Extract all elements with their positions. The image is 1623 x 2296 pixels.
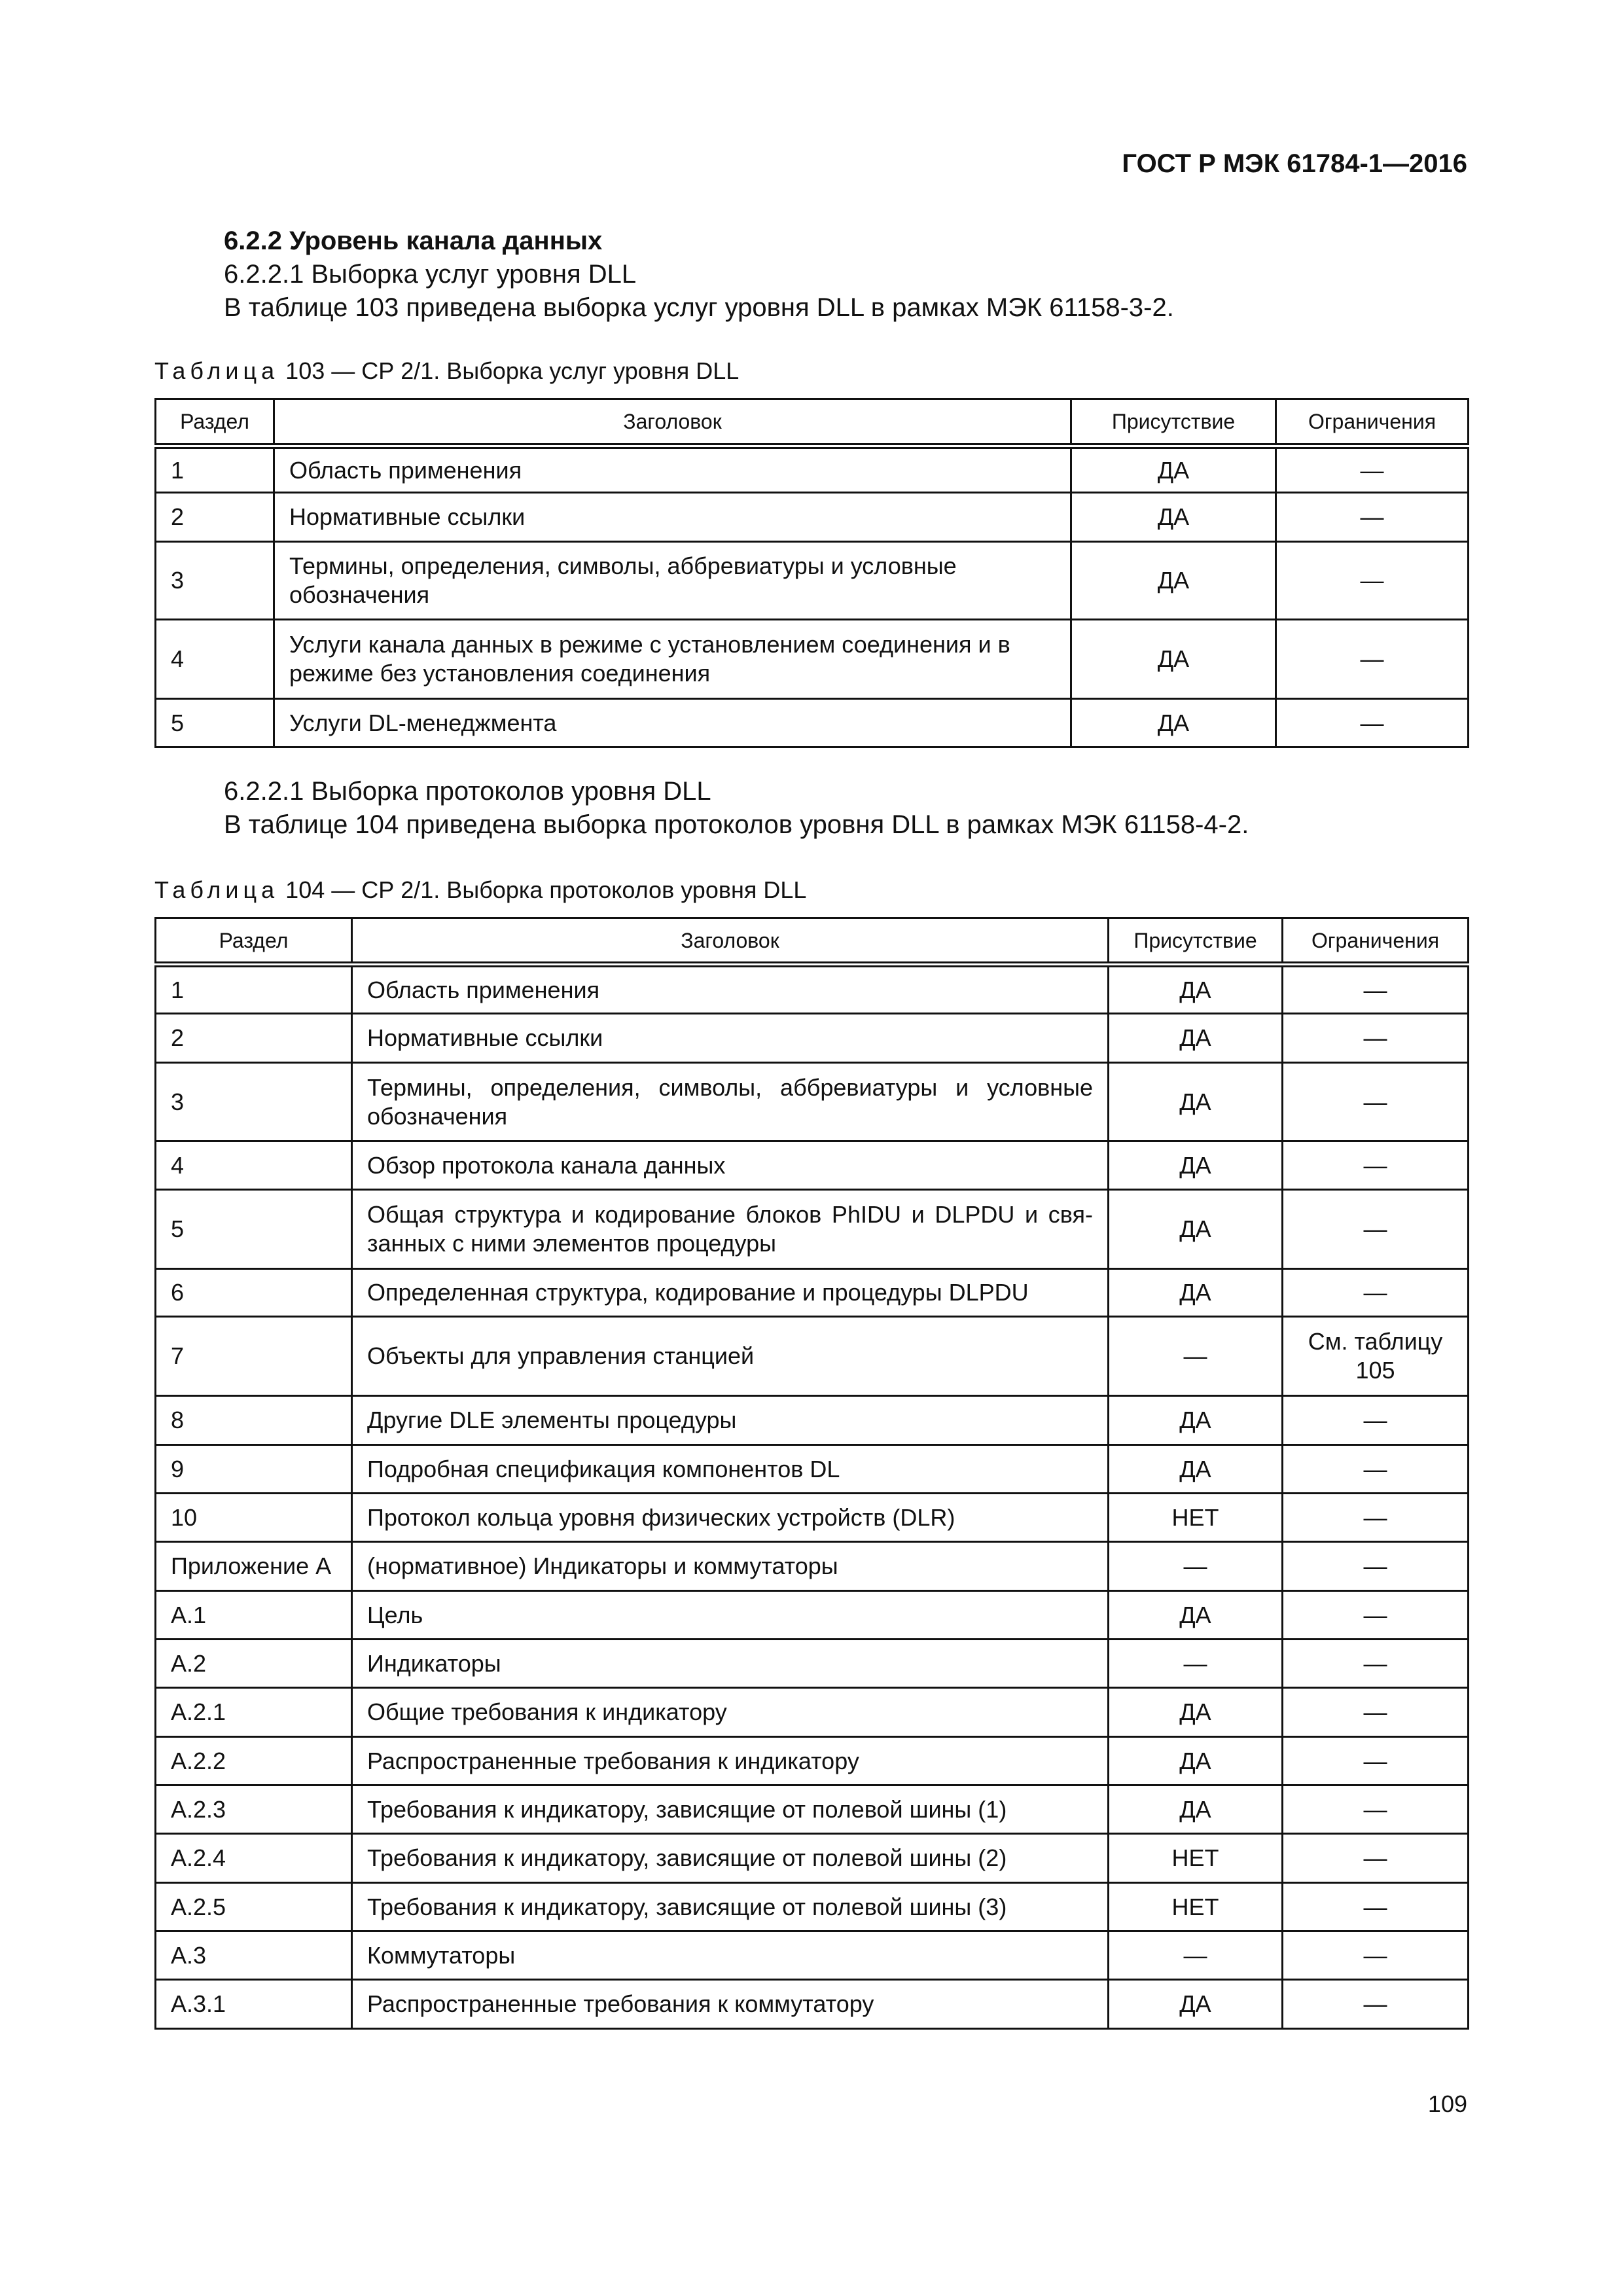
cell-presence: ДА	[1109, 965, 1283, 1014]
table-row	[156, 1688, 1469, 1737]
cell-restrictions: —	[1283, 1396, 1469, 1445]
table-row	[156, 1542, 1469, 1591]
cell-section: 2	[156, 493, 274, 542]
cell-title: Распространенные требования к индикатору	[352, 1737, 1109, 1785]
cell-section: 7	[156, 1317, 352, 1396]
cell-presence: ДА	[1071, 699, 1276, 747]
cell-restrictions: —	[1276, 493, 1469, 542]
cell-presence: ДА	[1109, 1785, 1283, 1834]
cell-presence: ДА	[1109, 1269, 1283, 1317]
cell-title: Услуги канала данных в режиме с установлением соединения и в режиме без установления соединения	[274, 620, 1071, 699]
header-cell-restrictions: Ограничения	[1283, 918, 1469, 965]
table-row	[156, 1883, 1469, 1931]
cell-title: Протокол кольца уровня физических устройств (DLR)	[352, 1494, 1109, 1542]
cell-restrictions: —	[1283, 1931, 1469, 1980]
cell-title: Общие требования к индикатору	[352, 1688, 1109, 1737]
cell-section: А.2	[156, 1640, 352, 1688]
cell-section: 1	[156, 446, 274, 493]
cell-restrictions: —	[1283, 1591, 1469, 1640]
cell-restrictions: —	[1283, 1640, 1469, 1688]
cell-title: Объекты для управления станцией	[352, 1317, 1109, 1396]
cell-section: 3	[156, 1063, 352, 1141]
cell-restrictions: См. таблицу 105	[1283, 1317, 1469, 1396]
table-row	[156, 1591, 1469, 1640]
cell-restrictions: —	[1283, 1269, 1469, 1317]
cell-section: А.2.5	[156, 1883, 352, 1931]
cell-restrictions: —	[1276, 542, 1469, 620]
cell-restrictions: —	[1283, 1688, 1469, 1737]
caption-text: 103 — СР 2/1. Выборка услуг уровня DLL	[285, 357, 740, 384]
table-header-row	[156, 918, 1469, 965]
cell-restrictions: —	[1276, 620, 1469, 699]
table-header-row	[156, 399, 1469, 446]
table-row	[156, 965, 1469, 1014]
table-103	[154, 398, 1469, 748]
cell-title: Услуги DL-менеджмента	[274, 699, 1071, 747]
cell-title: Нормативные ссылки	[352, 1014, 1109, 1063]
table-104-caption	[154, 876, 806, 905]
table-row	[156, 1834, 1469, 1883]
caption-text: 104 — СР 2/1. Выборка протоколов уровня DLL	[285, 876, 807, 903]
cell-restrictions: —	[1283, 1494, 1469, 1542]
section-paragraph: В таблице 103 приведена выборка услуг уровня DLL в рамках МЭК 61158-3-2.	[224, 293, 1174, 322]
cell-presence: —	[1109, 1542, 1283, 1591]
table-row	[156, 1640, 1469, 1688]
cell-section: 5	[156, 699, 274, 747]
cell-restrictions: —	[1283, 1141, 1469, 1190]
section-paragraph: В таблице 104 приведена выборка протоколов уровня DLL в рамках МЭК 61158-4-2.	[224, 810, 1249, 839]
cell-presence: ДА	[1109, 1063, 1283, 1141]
cell-section: 4	[156, 1141, 352, 1190]
caption-word: Таблица	[154, 357, 279, 384]
cell-title: Общая структура и кодирование блоков PhIDU и DLPDU и свя-занных с ними элементов процедуры	[352, 1190, 1109, 1269]
cell-title: Обзор протокола канала данных	[352, 1141, 1109, 1190]
cell-presence: ДА	[1109, 1014, 1283, 1063]
cell-restrictions: —	[1283, 1542, 1469, 1591]
header-cell-section: Раздел	[156, 918, 352, 965]
cell-title: Распространенные требования к коммутатору	[352, 1980, 1109, 2029]
header-cell-presence: Присутствие	[1109, 918, 1283, 965]
cell-title: Индикаторы	[352, 1640, 1109, 1688]
cell-restrictions: —	[1283, 1190, 1469, 1269]
section-heading: 6.2.2 Уровень канала данных	[224, 226, 603, 255]
cell-section: 3	[156, 542, 274, 620]
cell-title: Цель	[352, 1591, 1109, 1640]
cell-section: 10	[156, 1494, 352, 1542]
cell-restrictions: —	[1283, 1737, 1469, 1785]
cell-section: А.3.1	[156, 1980, 352, 2029]
table-row	[156, 1785, 1469, 1834]
cell-restrictions: —	[1276, 446, 1469, 493]
cell-restrictions: —	[1283, 1785, 1469, 1834]
cell-presence: ДА	[1071, 542, 1276, 620]
cell-presence: ДА	[1109, 1445, 1283, 1494]
cell-presence: ДА	[1071, 620, 1276, 699]
table-row	[156, 1980, 1469, 2029]
cell-section: 9	[156, 1445, 352, 1494]
header-cell-title: Заголовок	[352, 918, 1109, 965]
cell-title: Определенная структура, кодирование и процедуры DLPDU	[352, 1269, 1109, 1317]
cell-presence: НЕТ	[1109, 1883, 1283, 1931]
header-cell-section: Раздел	[156, 399, 274, 446]
cell-presence: ДА	[1109, 1396, 1283, 1445]
cell-section: 4	[156, 620, 274, 699]
cell-restrictions: —	[1276, 699, 1469, 747]
table-row	[156, 1141, 1469, 1190]
cell-restrictions: —	[1283, 1980, 1469, 2029]
cell-restrictions: —	[1283, 1834, 1469, 1883]
cell-section: 1	[156, 965, 352, 1014]
section-protocols	[154, 775, 1467, 842]
cell-presence: ДА	[1071, 446, 1276, 493]
cell-presence: ДА	[1109, 1688, 1283, 1737]
cell-title: Требования к индикатору, зависящие от полевой шины (2)	[352, 1834, 1109, 1883]
cell-restrictions: —	[1283, 1014, 1469, 1063]
header-cell-presence: Присутствие	[1071, 399, 1276, 446]
cell-title: Нормативные ссылки	[274, 493, 1071, 542]
cell-restrictions: —	[1283, 1063, 1469, 1141]
table-103-caption	[154, 357, 739, 386]
table-row	[156, 1190, 1469, 1269]
cell-restrictions: —	[1283, 1445, 1469, 1494]
table-row	[156, 1396, 1469, 1445]
cell-section: А.2.2	[156, 1737, 352, 1785]
cell-section: А.1	[156, 1591, 352, 1640]
table-row	[156, 1737, 1469, 1785]
cell-presence: —	[1109, 1931, 1283, 1980]
subsection-heading: 6.2.2.1 Выборка услуг уровня DLL	[224, 260, 637, 289]
page-number: 109	[1427, 2090, 1467, 2117]
cell-section: 8	[156, 1396, 352, 1445]
cell-title: Область применения	[352, 965, 1109, 1014]
cell-title: Коммутаторы	[352, 1931, 1109, 1980]
document-header: ГОСТ Р МЭК 61784-1—2016	[1122, 149, 1467, 178]
cell-title: Подробная спецификация компонентов DL	[352, 1445, 1109, 1494]
table-row	[156, 493, 1469, 542]
cell-presence: —	[1109, 1317, 1283, 1396]
subsection-heading: 6.2.2.1 Выборка протоколов уровня DLL	[224, 777, 711, 806]
table-row	[156, 542, 1469, 620]
cell-section: А.2.4	[156, 1834, 352, 1883]
cell-section: Приложение А	[156, 1542, 352, 1591]
cell-section: А.3	[156, 1931, 352, 1980]
cell-title: Термины, определения, символы, аббревиатуры и условные обозначения	[352, 1063, 1109, 1141]
cell-restrictions: —	[1283, 965, 1469, 1014]
cell-section: 2	[156, 1014, 352, 1063]
table-row	[156, 1269, 1469, 1317]
cell-title: (нормативное) Индикаторы и коммутаторы	[352, 1542, 1109, 1591]
table-row	[156, 620, 1469, 699]
cell-presence: ДА	[1109, 1737, 1283, 1785]
cell-presence: ДА	[1109, 1980, 1283, 2029]
cell-title: Требования к индикатору, зависящие от полевой шины (1)	[352, 1785, 1109, 1834]
table-row	[156, 1445, 1469, 1494]
cell-title: Требования к индикатору, зависящие от полевой шины (3)	[352, 1883, 1109, 1931]
cell-presence: ДА	[1109, 1591, 1283, 1640]
cell-section: 5	[156, 1190, 352, 1269]
cell-presence: ДА	[1109, 1141, 1283, 1190]
cell-presence: ДА	[1109, 1190, 1283, 1269]
cell-presence: —	[1109, 1640, 1283, 1688]
table-row	[156, 699, 1469, 747]
table-row	[156, 1931, 1469, 1980]
table-row	[156, 1063, 1469, 1141]
cell-presence: НЕТ	[1109, 1834, 1283, 1883]
table-row	[156, 1317, 1469, 1396]
cell-title: Другие DLE элементы процедуры	[352, 1396, 1109, 1445]
header-cell-title: Заголовок	[274, 399, 1071, 446]
caption-word: Таблица	[154, 876, 279, 903]
cell-presence: ДА	[1071, 493, 1276, 542]
cell-section: 6	[156, 1269, 352, 1317]
cell-restrictions: —	[1283, 1883, 1469, 1931]
table-row	[156, 1494, 1469, 1542]
section-dll	[154, 224, 1467, 325]
table-row	[156, 1014, 1469, 1063]
cell-presence: НЕТ	[1109, 1494, 1283, 1542]
cell-section: А.2.3	[156, 1785, 352, 1834]
cell-section: А.2.1	[156, 1688, 352, 1737]
cell-title: Область применения	[274, 446, 1071, 493]
cell-title: Термины, определения, символы, аббревиатуры и условные обозначения	[274, 542, 1071, 620]
header-cell-restrictions: Ограничения	[1276, 399, 1469, 446]
table-row	[156, 446, 1469, 493]
table-104	[154, 917, 1469, 2030]
